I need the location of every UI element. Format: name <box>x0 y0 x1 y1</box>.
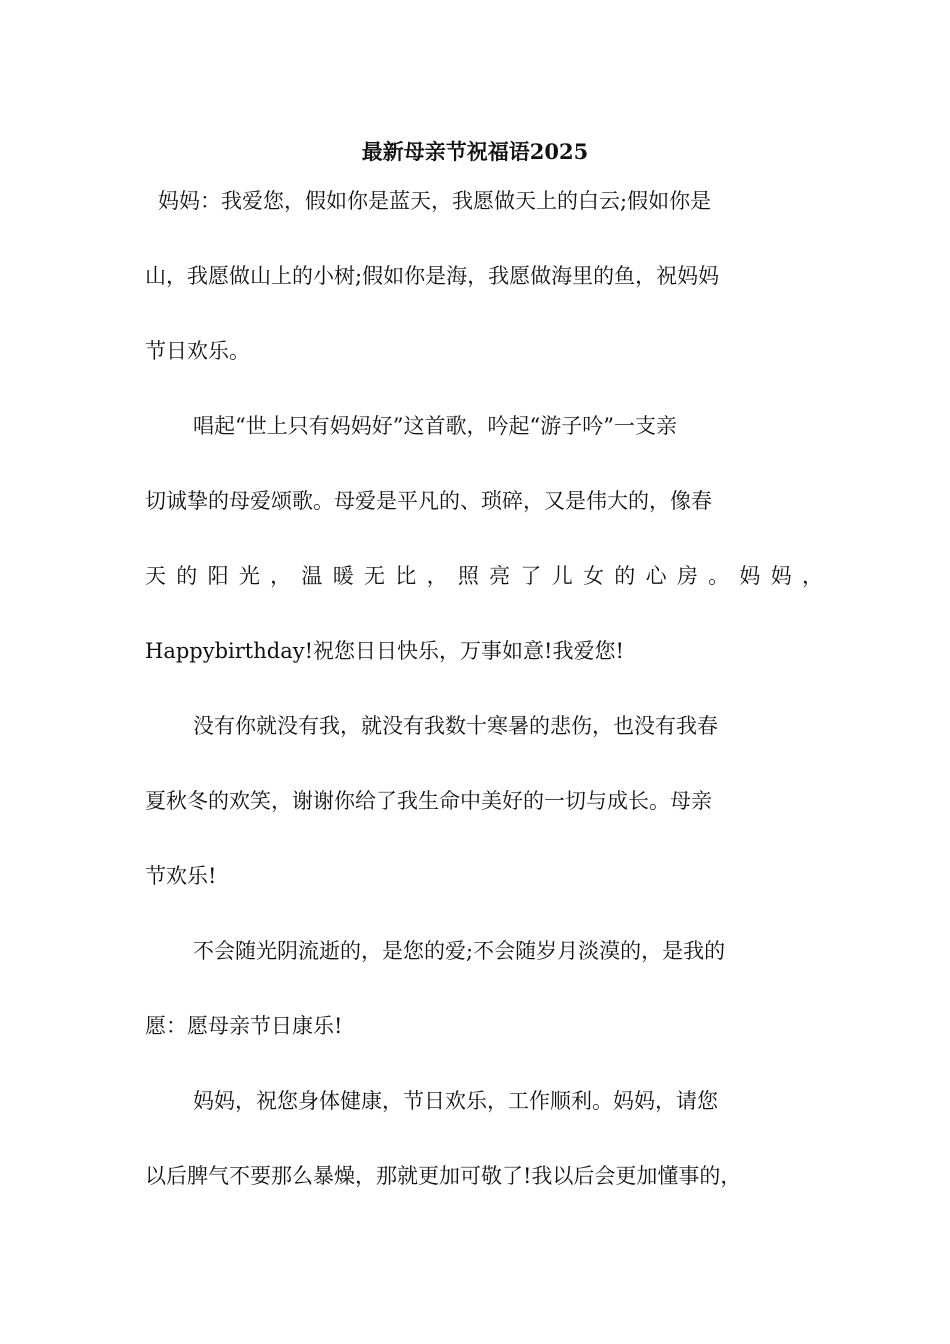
paragraph-1-line-1: 妈妈：我爱您，假如你是蓝天，我愿做天上的白云;假如你是 <box>158 189 712 213</box>
paragraph-3-line-3: 节欢乐! <box>145 864 217 888</box>
paragraph-5-line-2: 以后脾气不要那么暴燥，那就更加可敬了!我以后会更加懂事的， <box>145 1164 742 1188</box>
paragraph-3-line-2: 夏秋冬的欢笑，谢谢你给了我生命中美好的一切与成长。母亲 <box>145 789 712 813</box>
paragraph-1-line-3: 节日欢乐。 <box>145 339 250 363</box>
paragraph-4-line-2: 愿：愿母亲节日康乐! <box>145 1014 343 1038</box>
paragraph-2-line-2: 切诚挚的母爱颂歌。母爱是平凡的、琐碎，又是伟大的，像春 <box>145 489 712 513</box>
paragraph-2-line-3: 天的阳光，温暖无比，照亮了儿女的心房。妈妈， <box>145 564 823 588</box>
paragraph-2-line-4: Happybirthday!祝您日日快乐，万事如意!我爱您! <box>145 639 624 663</box>
paragraph-5-line-1: 妈妈，祝您身体健康，节日欢乐，工作顺利。妈妈，请您 <box>193 1089 718 1113</box>
document-title: 最新母亲节祝福语2025 <box>361 139 589 164</box>
paragraph-3-line-1: 没有你就没有我，就没有我数十寒暑的悲伤，也没有我春 <box>193 714 718 738</box>
paragraph-4-line-1: 不会随光阴流逝的，是您的爱;不会随岁月淡漠的，是我的 <box>193 939 726 963</box>
paragraph-1-line-2: 山，我愿做山上的小树;假如你是海，我愿做海里的鱼，祝妈妈 <box>145 264 720 288</box>
paragraph-2-line-1: 唱起“世上只有妈妈好”这首歌，吟起“游子吟”一支亲 <box>193 414 677 438</box>
